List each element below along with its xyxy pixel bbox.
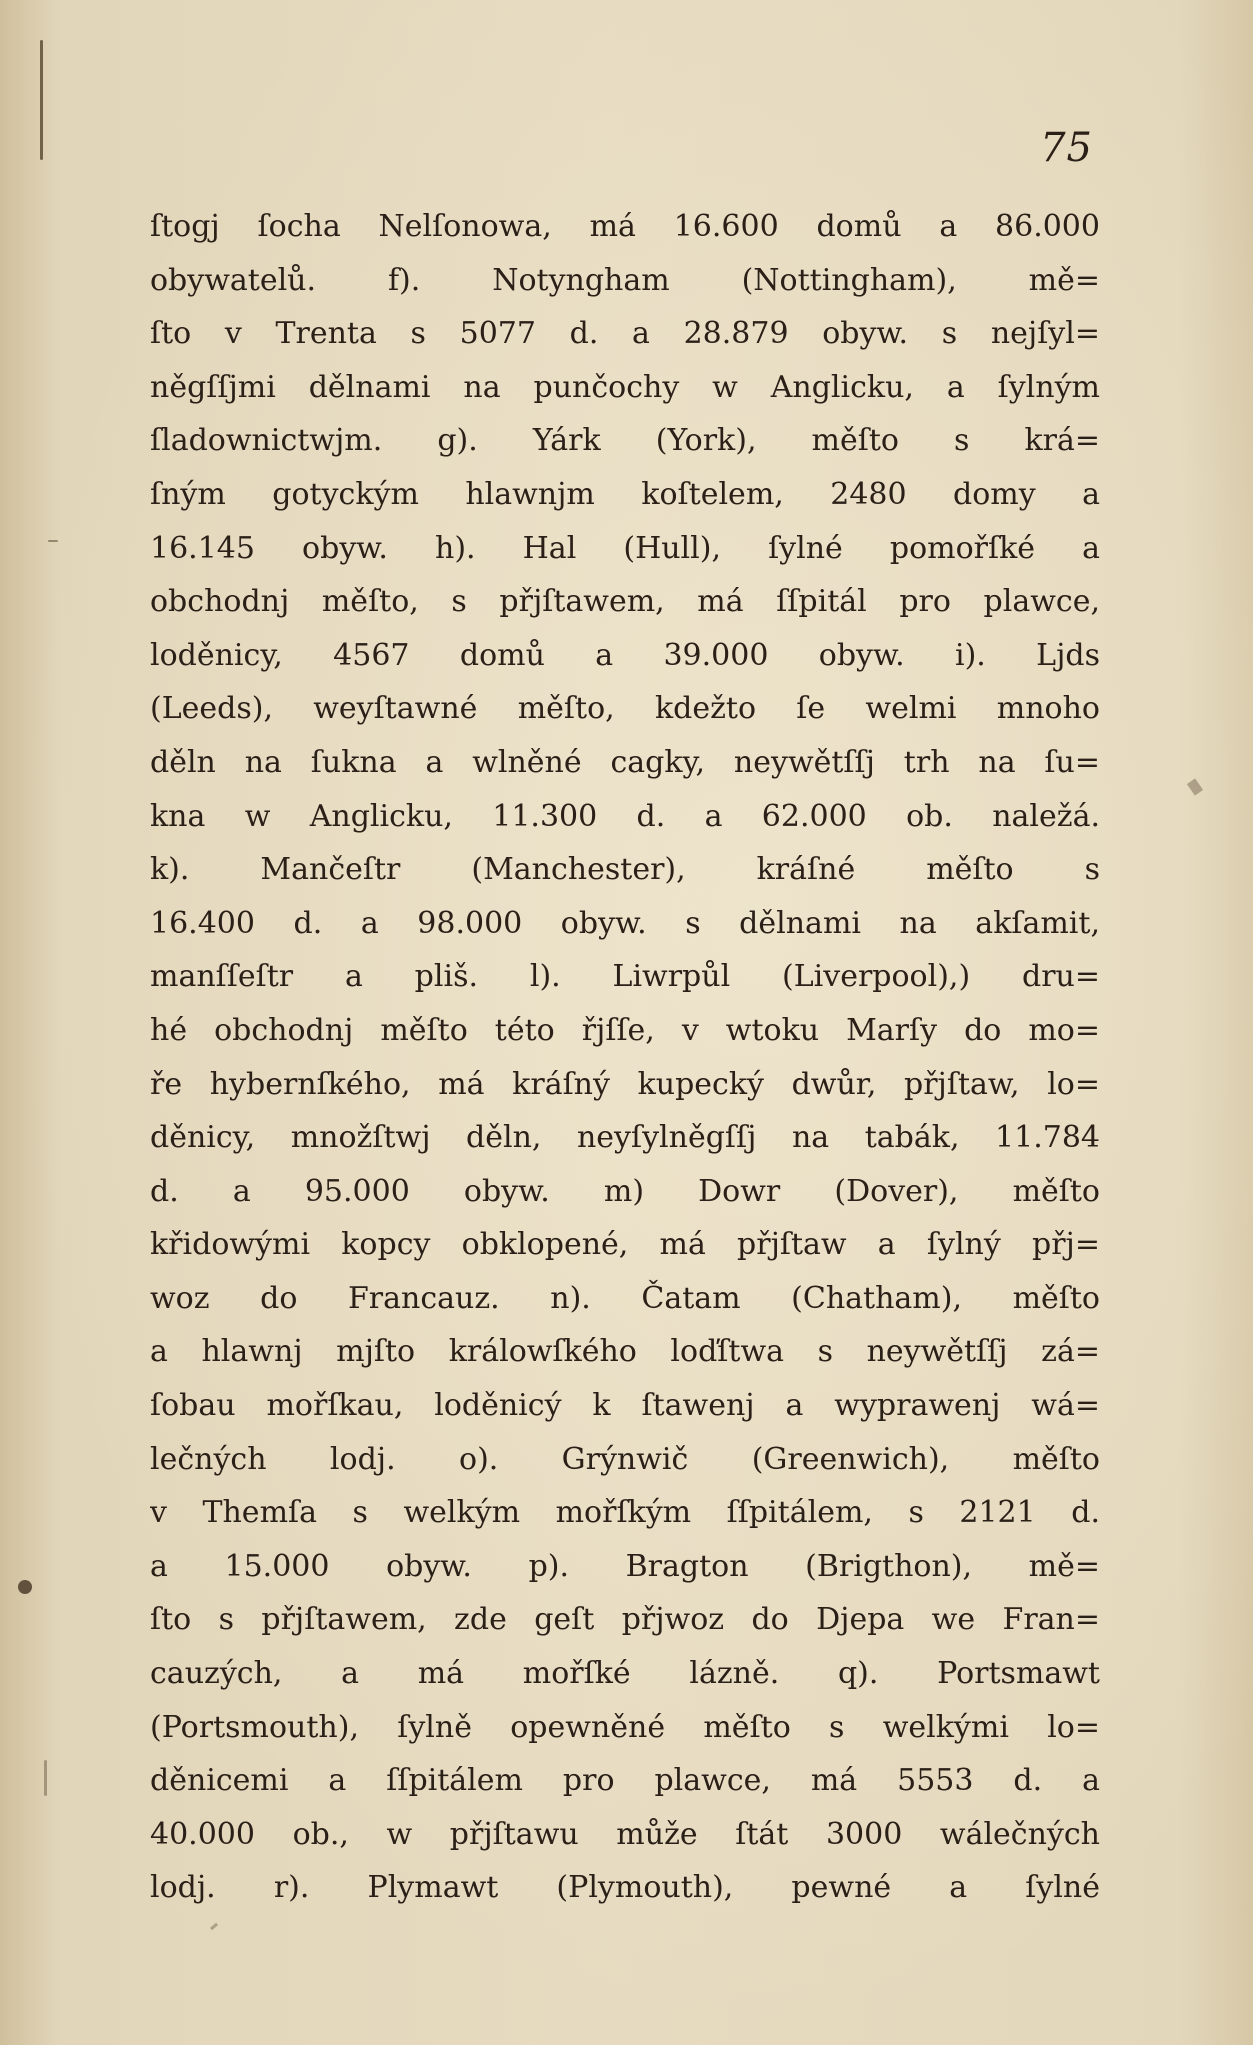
- text-line: k). Mančeſtr (Manchester), kráſné měſto s: [150, 852, 1100, 888]
- text-line: 16.145 obyw. h). Hal (Hull), ſylné pomořſké a: [150, 530, 1100, 566]
- stray-ink-mark: [1187, 778, 1203, 795]
- text-line: kna w Anglicku, 11.300 d. a 62.000 ob. naležá.: [150, 798, 1100, 834]
- text-line: ſto v Trenta s 5077 d. a 28.879 obyw. s nejſyl=: [150, 316, 1100, 352]
- text-line: 40.000 ob., w přjſtawu může ſtát 3000 wálečných: [150, 1816, 1100, 1852]
- text-line: manſſeſtr a pliš. l). Liwrpůl (Liverpool),) dru=: [150, 959, 1100, 995]
- text-line: ſným gotyckým hlawnjm koſtelem, 2480 domy a: [150, 476, 1100, 512]
- text-line: a hlawnj mjſto králowſkého loďſtwa s neywětſſj zá=: [150, 1334, 1100, 1370]
- text-line: ſobau mořſkau, loděnicý k ſtawenj a wyprawenj wá=: [150, 1388, 1100, 1424]
- text-line: ſtogj ſocha Nelſonowa, má 16.600 domů a 86.000: [150, 209, 1100, 244]
- text-line: ſladownictwjm. g). Yárk (York), měſto s krá=: [150, 423, 1100, 459]
- text-line: (Portsmouth), ſylně opewněné měſto s welkými lo=: [150, 1709, 1100, 1745]
- text-line: a 15.000 obyw. p). Bragton (Brigthon), mě=: [150, 1548, 1100, 1584]
- page-number: 75: [1040, 125, 1093, 171]
- text-line: (Leeds), weyſtawné měſto, kdežto ſe welmi mnoho: [150, 691, 1100, 727]
- text-line: 16.400 d. a 98.000 obyw. s dělnami na akſamit,: [150, 905, 1100, 941]
- binding-ink-dot: [18, 1580, 32, 1594]
- text-line: v Themſa s welkým mořſkým ſſpitálem, s 2121 d.: [150, 1495, 1100, 1531]
- text-line: hé obchodnj měſto této řjſſe, v wtoku Marſy do mo=: [150, 1012, 1100, 1048]
- text-line: woz do Francauz. n). Čatam (Chatham), měſto: [150, 1280, 1100, 1316]
- text-line: loděnicy, 4567 domů a 39.000 obyw. i). Ljds: [150, 637, 1100, 673]
- text-line: obchodnj měſto, s přjſtawem, má ſſpitál pro plawce,: [150, 584, 1100, 620]
- text-line: křidowými kopcy obklopené, má přjſtaw a ſylný přj=: [150, 1227, 1100, 1263]
- text-line: ſto s přjſtawem, zde geſt přjwoz do Djepa we Fran=: [150, 1602, 1100, 1638]
- text-line: d. a 95.000 obyw. m) Dowr (Dover), měſto: [150, 1173, 1100, 1209]
- binding-speck-mark: [44, 1760, 47, 1796]
- text-line: děnicemi a ſſpitálem pro plawce, má 5553 d. a: [150, 1763, 1100, 1799]
- text-line: něgſſjmi dělnami na punčochy w Anglicku, a ſylným: [150, 369, 1100, 405]
- stray-ink-mark: [210, 1923, 218, 1930]
- binding-shadow-mark: [40, 40, 43, 160]
- body-text: [150, 200, 1100, 1915]
- text-line: ře hybernſkého, má kráſný kupecký dwůr, přjſtaw, lo=: [150, 1066, 1100, 1102]
- text-line: děnicy, množſtwj děln, neyſylněgſſj na tabák, 11.784: [150, 1120, 1100, 1156]
- text-line: obywatelů. f). Notyngham (Nottingham), mě=: [150, 262, 1100, 298]
- text-line: cauzých, a má mořſké lázně. q). Portsmawt: [150, 1656, 1100, 1692]
- text-line: lodj. r). Plymawt (Plymouth), pewné a ſylné: [150, 1870, 1100, 1906]
- text-line: lečných lodj. o). Grýnwič (Greenwich), měſto: [150, 1441, 1100, 1477]
- binding-speck-mark: [48, 540, 58, 542]
- text-line: děln na ſukna a wlněné cagky, neywětſſj trh na ſu=: [150, 744, 1100, 780]
